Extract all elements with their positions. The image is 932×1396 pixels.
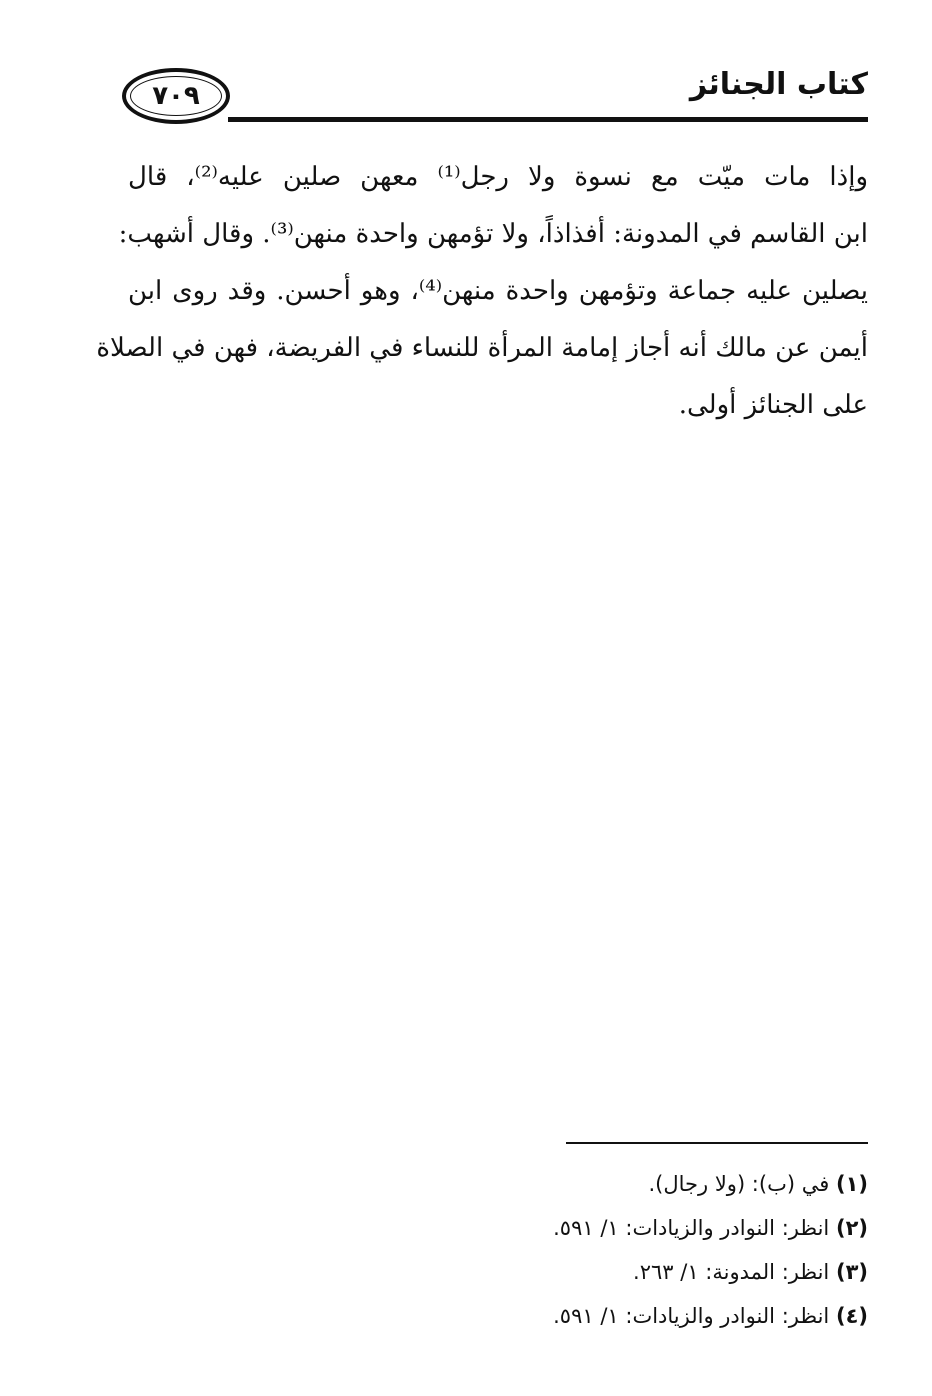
running-header-title: كتاب الجنائز xyxy=(689,67,868,102)
footnote-marker: (٤) xyxy=(835,1304,868,1328)
footnote-text: انظر: المدونة: ١/ ٢٦٣. xyxy=(633,1260,830,1284)
body-line: ابن القاسم في المدونة: أفذاذاً، ولا تؤمهن واحدة منهن⁽³⁾. وقال أشهب: xyxy=(118,219,868,249)
footnote-marker: (٢) xyxy=(835,1216,868,1240)
footnote-text: في (ب): (ولا رجال). xyxy=(648,1172,830,1196)
footnotes-list xyxy=(300,1162,868,1338)
body-line: أيمن عن مالك أنه أجاز إمامة المرأة للنساء في الفريضة، فهن في الصلاة xyxy=(96,333,868,363)
footnote-item xyxy=(300,1250,868,1294)
body-line: يصلين عليه جماعة وتؤمهن واحدة منهن⁽⁴⁾، وهو أحسن. وقد روى ابن xyxy=(128,276,868,306)
page-number: ٧٠٩ xyxy=(152,81,200,111)
body-line: وإذا مات ميّت مع نسوة ولا رجل⁽¹⁾ معهن صلين عليه⁽²⁾، قال xyxy=(128,162,868,192)
header-rule xyxy=(228,117,868,122)
footnote-item xyxy=(300,1206,868,1250)
footnote-item xyxy=(300,1162,868,1206)
footnote-marker: (١) xyxy=(835,1172,868,1196)
body-paragraph xyxy=(96,152,868,437)
footnote-marker: (٣) xyxy=(835,1260,868,1284)
footnote-text: انظر: النوادر والزيادات: ١/ ٥٩١. xyxy=(553,1304,830,1328)
body-line: على الجنائز أولى. xyxy=(678,390,868,420)
page-number-badge xyxy=(122,68,230,124)
footnote-separator xyxy=(566,1142,868,1144)
footnote-text: انظر: النوادر والزيادات: ١/ ٥٩١. xyxy=(553,1216,830,1240)
footnote-item xyxy=(300,1294,868,1338)
